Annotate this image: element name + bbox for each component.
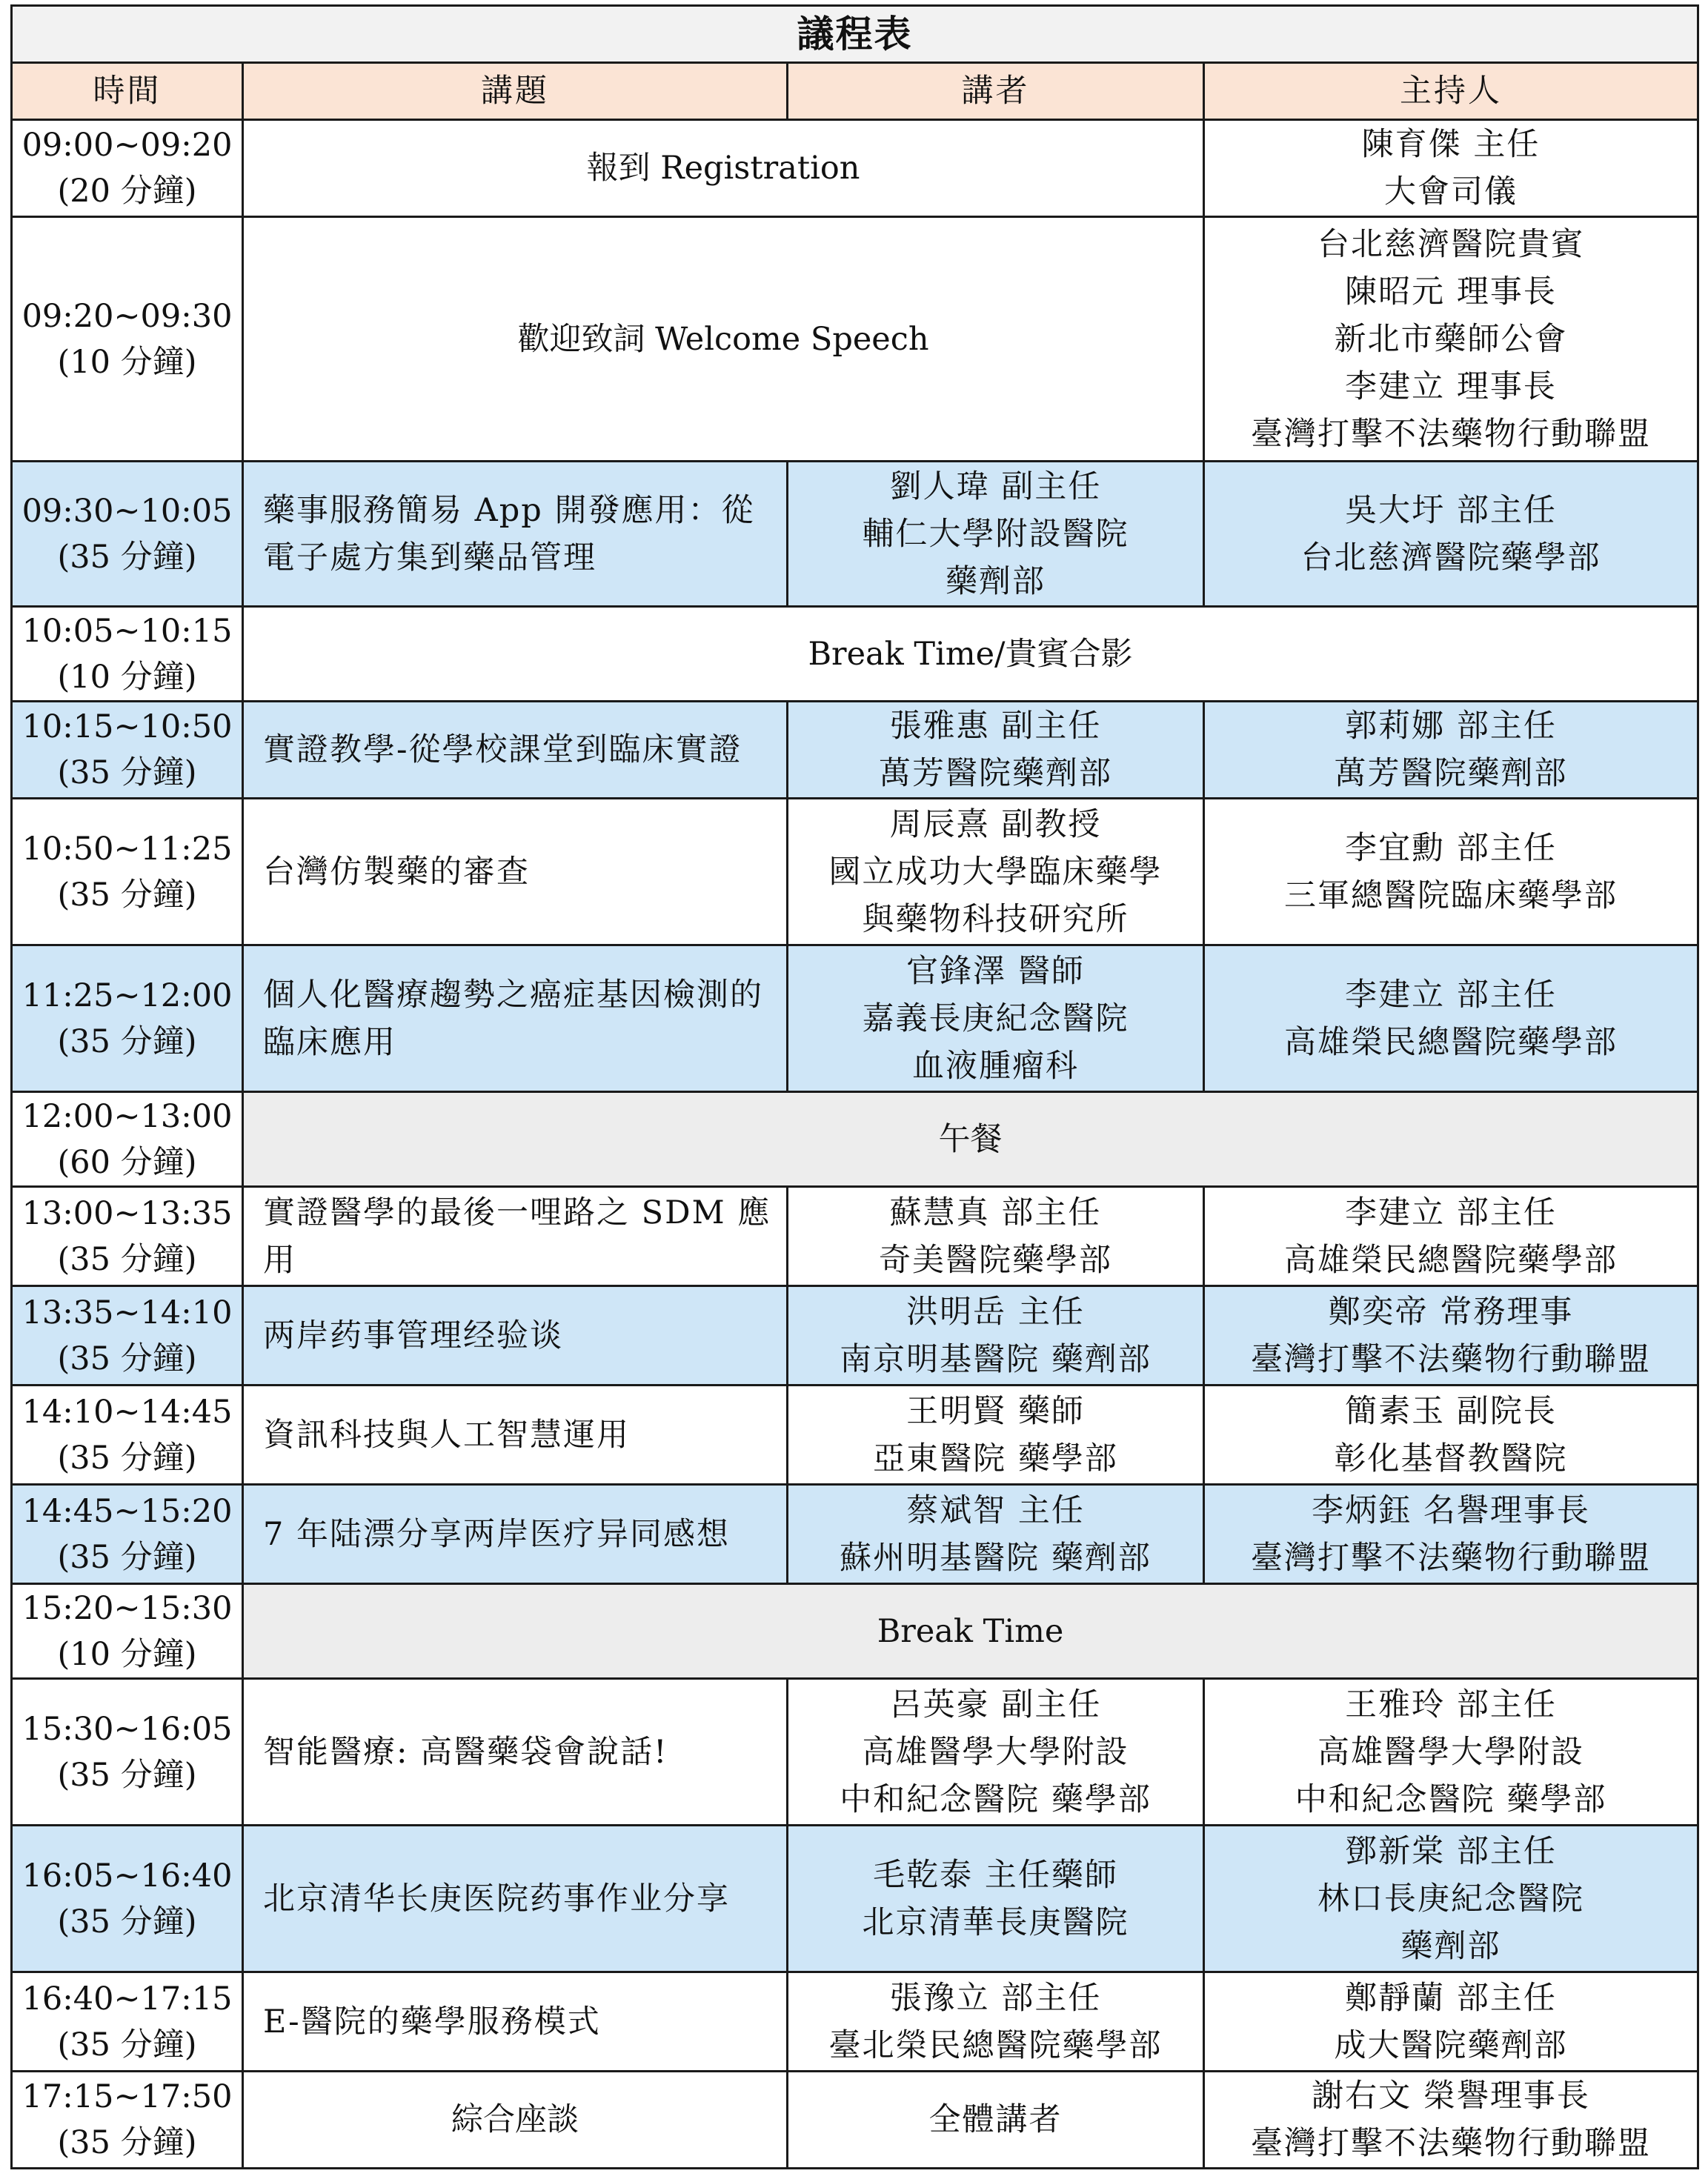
agenda-row bbox=[12, 945, 1698, 1092]
host-line: 新北市藥師公會 bbox=[1334, 320, 1568, 358]
host-line: 台北慈濟醫院貴賓 bbox=[1317, 225, 1584, 263]
speaker-line: 北京清華長庚醫院 bbox=[862, 1903, 1129, 1941]
agenda-row bbox=[12, 1972, 1698, 2072]
speaker-line: 奇美醫院藥學部 bbox=[879, 1241, 1112, 1279]
topic-cell: 資訊科技與人工智慧運用 bbox=[243, 1386, 788, 1485]
host-line: 郭莉娜 部主任 bbox=[1345, 708, 1557, 745]
speaker-line: 蘇州明基醫院 藥劑部 bbox=[840, 1539, 1152, 1577]
host-line: 萬芳醫院藥劑部 bbox=[1334, 755, 1568, 792]
host-line: 高雄榮民總醫院藥學部 bbox=[1284, 1241, 1618, 1279]
time-range: 15:30~16:05 bbox=[21, 1710, 233, 1748]
host-cell bbox=[1204, 2072, 1698, 2169]
duration: (10 分鐘) bbox=[57, 1635, 197, 1673]
time-cell bbox=[12, 1386, 243, 1485]
duration: (35 分鐘) bbox=[57, 754, 197, 791]
duration: (35 分鐘) bbox=[57, 1538, 197, 1576]
topic-cell: 報到 Registration bbox=[243, 120, 1204, 217]
speaker-line: 南京明基醫院 藥劑部 bbox=[840, 1340, 1152, 1378]
host-line: 三軍總醫院臨床藥學部 bbox=[1284, 877, 1618, 914]
speaker-line: 官鋒澤 醫師 bbox=[906, 952, 1085, 990]
host-cell bbox=[1204, 799, 1698, 945]
speaker-cell bbox=[788, 462, 1204, 607]
time-range: 14:45~15:20 bbox=[21, 1492, 233, 1530]
speaker-cell bbox=[788, 1386, 1204, 1485]
host-line: 吳大圩 部主任 bbox=[1345, 491, 1557, 529]
speaker-cell bbox=[788, 1187, 1204, 1286]
host-cell bbox=[1204, 462, 1698, 607]
speaker-line: 嘉義長庚紀念醫院 bbox=[862, 999, 1129, 1037]
time-cell bbox=[12, 1187, 243, 1286]
host-cell bbox=[1204, 1679, 1698, 1826]
host-line: 鄧新棠 部主任 bbox=[1345, 1832, 1557, 1870]
time-range: 12:00~13:00 bbox=[21, 1097, 233, 1135]
speaker-line: 王明賢 藥師 bbox=[906, 1392, 1085, 1430]
speaker-line: 蘇慧真 部主任 bbox=[889, 1194, 1102, 1231]
speaker-line: 臺北榮民總醫院藥學部 bbox=[828, 2026, 1163, 2064]
host-cell bbox=[1204, 1286, 1698, 1386]
time-cell bbox=[12, 1972, 243, 2072]
speaker-line: 與藥物科技研究所 bbox=[862, 900, 1129, 938]
speaker-line: 呂英豪 副主任 bbox=[889, 1686, 1102, 1723]
time-cell bbox=[12, 1584, 243, 1679]
speaker-line: 中和紀念醫院 藥學部 bbox=[840, 1780, 1152, 1818]
agenda-row bbox=[12, 120, 1698, 217]
topic-cell: 7 年陆漂分享两岸医疗异同感想 bbox=[243, 1485, 788, 1584]
topic-cell: 實證教學-從學校課堂到臨床實證 bbox=[243, 702, 788, 799]
host-line: 大會司儀 bbox=[1384, 173, 1518, 210]
duration: (35 分鐘) bbox=[57, 538, 197, 576]
host-cell bbox=[1204, 1187, 1698, 1286]
duration: (10 分鐘) bbox=[57, 658, 197, 696]
host-line: 成大醫院藥劑部 bbox=[1334, 2026, 1568, 2064]
time-range: 14:10~14:45 bbox=[21, 1393, 233, 1431]
speaker-cell bbox=[788, 702, 1204, 799]
speaker-cell bbox=[788, 1286, 1204, 1386]
topic-cell: 個人化醫療趨勢之癌症基因檢測的臨床應用 bbox=[243, 945, 788, 1092]
time-range: 15:20~15:30 bbox=[21, 1589, 233, 1627]
agenda-row bbox=[12, 1584, 1698, 1679]
duration: (60 分鐘) bbox=[57, 1143, 197, 1181]
duration: (35 分鐘) bbox=[57, 1240, 197, 1278]
host-cell bbox=[1204, 1485, 1698, 1584]
time-range: 13:00~13:35 bbox=[21, 1194, 233, 1232]
host-cell bbox=[1204, 217, 1698, 462]
time-cell bbox=[12, 799, 243, 945]
agenda-row bbox=[12, 2072, 1698, 2169]
topic-cell: 台灣仿製藥的審查 bbox=[243, 799, 788, 945]
speaker-cell bbox=[788, 1485, 1204, 1584]
speaker-line: 全體講者 bbox=[928, 2101, 1063, 2138]
speaker-line: 劉人瑋 副主任 bbox=[889, 468, 1102, 505]
speaker-cell bbox=[788, 945, 1204, 1092]
time-range: 09:30~10:05 bbox=[21, 492, 233, 530]
topic-cell: 两岸药事管理经验谈 bbox=[243, 1286, 788, 1386]
header-row bbox=[12, 63, 1698, 120]
time-range: 10:05~10:15 bbox=[21, 612, 233, 650]
speaker-line: 萬芳醫院藥劑部 bbox=[879, 755, 1112, 792]
agenda-row bbox=[12, 462, 1698, 607]
host-line: 高雄醫學大學附設 bbox=[1317, 1733, 1584, 1771]
agenda-row bbox=[12, 702, 1698, 799]
speaker-line: 亞東醫院 藥學部 bbox=[873, 1440, 1118, 1477]
speaker-cell bbox=[788, 1826, 1204, 1972]
host-line: 臺灣打擊不法藥物行動聯盟 bbox=[1251, 1340, 1651, 1378]
time-cell bbox=[12, 120, 243, 217]
duration: (10 分鐘) bbox=[57, 343, 197, 381]
agenda-row bbox=[12, 799, 1698, 945]
host-line: 台北慈濟醫院藥學部 bbox=[1300, 539, 1601, 576]
topic-cell: 歡迎致詞 Welcome Speech bbox=[243, 217, 1204, 462]
host-line: 簡素玉 副院長 bbox=[1345, 1392, 1557, 1430]
agenda-row bbox=[12, 1386, 1698, 1485]
topic-cell: 智能醫療: 高醫藥袋會說話! bbox=[243, 1679, 788, 1826]
break-cell: Break Time/貴賓合影 bbox=[243, 607, 1698, 702]
time-range: 10:50~11:25 bbox=[21, 830, 233, 868]
host-line: 臺灣打擊不法藥物行動聯盟 bbox=[1251, 415, 1651, 453]
time-cell bbox=[12, 1679, 243, 1826]
time-range: 09:00~09:20 bbox=[21, 127, 233, 164]
time-cell bbox=[12, 217, 243, 462]
speaker-line: 國立成功大學臨床藥學 bbox=[828, 853, 1163, 891]
host-line: 陳昭元 理事長 bbox=[1345, 273, 1557, 310]
host-line: 臺灣打擊不法藥物行動聯盟 bbox=[1251, 1539, 1651, 1577]
topic-cell: 北京清华长庚医院药事作业分享 bbox=[243, 1826, 788, 1972]
agenda-row bbox=[12, 1679, 1698, 1826]
host-line: 鄭奕帝 常務理事 bbox=[1328, 1293, 1574, 1331]
agenda-row bbox=[12, 1187, 1698, 1286]
time-range: 09:20~09:30 bbox=[21, 297, 233, 335]
host-line: 臺灣打擊不法藥物行動聯盟 bbox=[1251, 2125, 1651, 2162]
time-cell bbox=[12, 2072, 243, 2169]
agenda-row bbox=[12, 217, 1698, 462]
time-cell bbox=[12, 945, 243, 1092]
duration: (35 分鐘) bbox=[57, 1439, 197, 1477]
agenda-row bbox=[12, 607, 1698, 702]
host-line: 彰化基督教醫院 bbox=[1334, 1440, 1568, 1477]
duration: (35 分鐘) bbox=[57, 876, 197, 914]
host-line: 李建立 理事長 bbox=[1345, 367, 1557, 405]
host-line: 李建立 部主任 bbox=[1345, 1194, 1557, 1231]
host-line: 藥劑部 bbox=[1400, 1927, 1501, 1965]
speaker-line: 周辰熹 副教授 bbox=[889, 805, 1102, 843]
speaker-cell bbox=[788, 2072, 1204, 2169]
speaker-cell bbox=[788, 1972, 1204, 2072]
duration: (35 分鐘) bbox=[57, 1903, 197, 1940]
agenda-body bbox=[12, 120, 1698, 2169]
host-cell bbox=[1204, 1386, 1698, 1485]
time-range: 10:15~10:50 bbox=[21, 708, 233, 745]
speaker-line: 張豫立 部主任 bbox=[889, 1979, 1102, 2017]
speaker-line: 高雄醫學大學附設 bbox=[862, 1733, 1129, 1771]
host-cell bbox=[1204, 702, 1698, 799]
header-topic: 講題 bbox=[243, 63, 788, 120]
host-cell bbox=[1204, 1972, 1698, 2072]
agenda-table bbox=[10, 4, 1699, 2169]
speaker-line: 蔡斌智 主任 bbox=[906, 1491, 1085, 1529]
host-line: 鄭靜蘭 部主任 bbox=[1345, 1979, 1557, 2017]
topic-cell: 實證醫學的最後一哩路之 SDM 應用 bbox=[243, 1187, 788, 1286]
speaker-line: 血液腫瘤科 bbox=[912, 1047, 1079, 1085]
header-host: 主持人 bbox=[1204, 63, 1698, 120]
duration: (35 分鐘) bbox=[57, 2124, 197, 2161]
speaker-line: 輔仁大學附設醫院 bbox=[862, 515, 1129, 553]
time-cell bbox=[12, 1092, 243, 1187]
time-range: 16:05~16:40 bbox=[21, 1857, 233, 1895]
time-range: 16:40~17:15 bbox=[21, 1980, 233, 2018]
time-range: 11:25~12:00 bbox=[21, 977, 233, 1014]
host-cell bbox=[1204, 945, 1698, 1092]
agenda-row bbox=[12, 1826, 1698, 1972]
duration: (35 分鐘) bbox=[57, 1756, 197, 1794]
agenda-row bbox=[12, 1485, 1698, 1584]
host-line: 王雅玲 部主任 bbox=[1345, 1686, 1557, 1723]
host-cell bbox=[1204, 120, 1698, 217]
speaker-cell bbox=[788, 799, 1204, 945]
time-cell bbox=[12, 462, 243, 607]
host-line: 李宜勳 部主任 bbox=[1345, 829, 1557, 867]
topic-cell: 藥事服務簡易 App 開發應用：從電子處方集到藥品管理 bbox=[243, 462, 788, 607]
time-cell bbox=[12, 1286, 243, 1386]
time-cell bbox=[12, 1485, 243, 1584]
speaker-cell bbox=[788, 1679, 1204, 1826]
time-range: 13:35~14:10 bbox=[21, 1294, 233, 1331]
topic-cell: E-醫院的藥學服務模式 bbox=[243, 1972, 788, 2072]
duration: (35 分鐘) bbox=[57, 2026, 197, 2063]
break-cell: Break Time bbox=[243, 1584, 1698, 1679]
agenda-row bbox=[12, 1092, 1698, 1187]
break-cell: 午餐 bbox=[243, 1092, 1698, 1187]
speaker-line: 張雅惠 副主任 bbox=[889, 708, 1102, 745]
host-line: 中和紀念醫院 藥學部 bbox=[1295, 1780, 1607, 1818]
speaker-line: 藥劑部 bbox=[946, 562, 1046, 600]
speaker-line: 洪明岳 主任 bbox=[906, 1293, 1085, 1331]
host-line: 陳育傑 主任 bbox=[1361, 126, 1541, 163]
duration: (35 分鐘) bbox=[57, 1340, 197, 1377]
header-time: 時間 bbox=[12, 63, 243, 120]
time-cell bbox=[12, 607, 243, 702]
agenda-title: 議程表 bbox=[12, 6, 1698, 63]
header-speaker: 講者 bbox=[788, 63, 1204, 120]
host-line: 謝右文 榮譽理事長 bbox=[1312, 2078, 1590, 2115]
host-line: 李建立 部主任 bbox=[1345, 976, 1557, 1014]
host-line: 李炳鈺 名譽理事長 bbox=[1312, 1491, 1590, 1529]
duration: (35 分鐘) bbox=[57, 1022, 197, 1060]
speaker-line: 毛乾泰 主任藥師 bbox=[873, 1856, 1118, 1894]
time-range: 17:15~17:50 bbox=[21, 2078, 233, 2115]
time-cell bbox=[12, 1826, 243, 1972]
duration: (20 分鐘) bbox=[57, 173, 197, 210]
host-line: 林口長庚紀念醫院 bbox=[1317, 1880, 1584, 1917]
agenda-row bbox=[12, 1286, 1698, 1386]
topic-cell: 綜合座談 bbox=[243, 2072, 788, 2169]
host-cell bbox=[1204, 1826, 1698, 1972]
time-cell bbox=[12, 702, 243, 799]
host-line: 高雄榮民總醫院藥學部 bbox=[1284, 1023, 1618, 1061]
